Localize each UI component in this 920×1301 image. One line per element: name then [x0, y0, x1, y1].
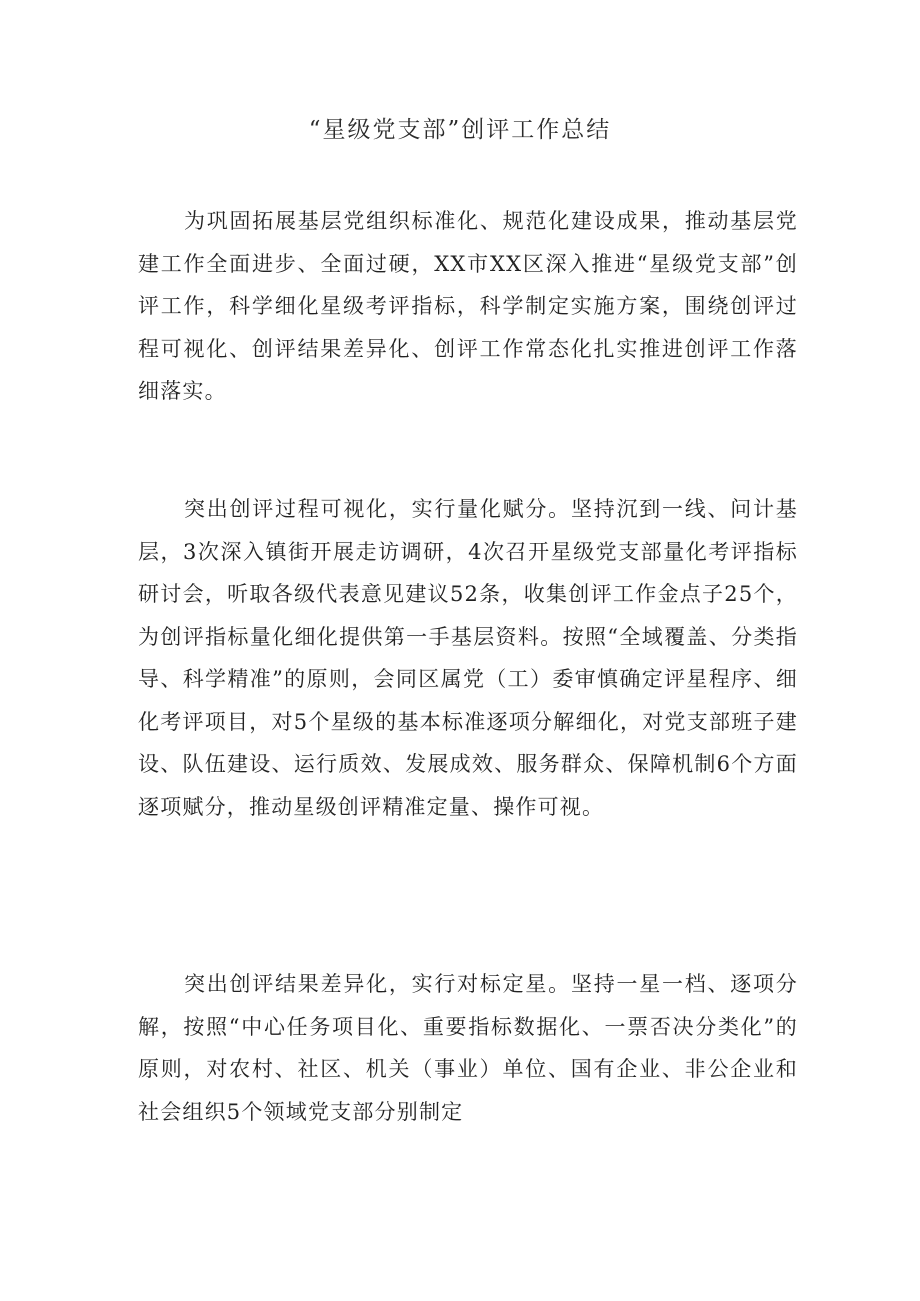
paragraph-result-differentiation: 突出创评结果差异化，实行对标定星。坚持一星一档、逐项分解，按照“中心任务项目化、重要指标数据化、一票否决分类化”的原则，对农村、社区、机关（事业）单位、国有企业、非公企业和社会组织5个领域党支部分别制定 [138, 972, 798, 1124]
paragraph-process-visualization: 突出创评过程可视化，实行量化赋分。坚持沉到一线、问计基层，3次深入镇街开展走访调研，4次召开星级党支部量化考评指标研讨会，听取各级代表意见建议52条，收集创评工作金点子25个，为创评指标量化细化提供第一手基层资料。按照“全域覆盖、分类指导、科学精准”的原则，会同区属党（工）委审慎确定评星程序、细化考评项目，对5个星级的基本标准逐项分解细化，对党支部班子建设、队伍建设、运行质效、发展成效、服务群众、保障机制6个方面逐项赋分，推动星级创评精准定量、操作可视。 [138, 497, 798, 819]
document-title: “星级党支部”创评工作总结 [308, 117, 612, 143]
paragraph-intro: 为巩固拓展基层党组织标准化、规范化建设成果，推动基层党建工作全面进步、全面过硬，XX市XX区深入推进“星级党支部”创评工作，科学细化星级考评指标，科学制定实施方案，围绕创评过程可视化、创评结果差异化、创评工作常态化扎实推进创评工作落细落实。 [138, 209, 798, 403]
